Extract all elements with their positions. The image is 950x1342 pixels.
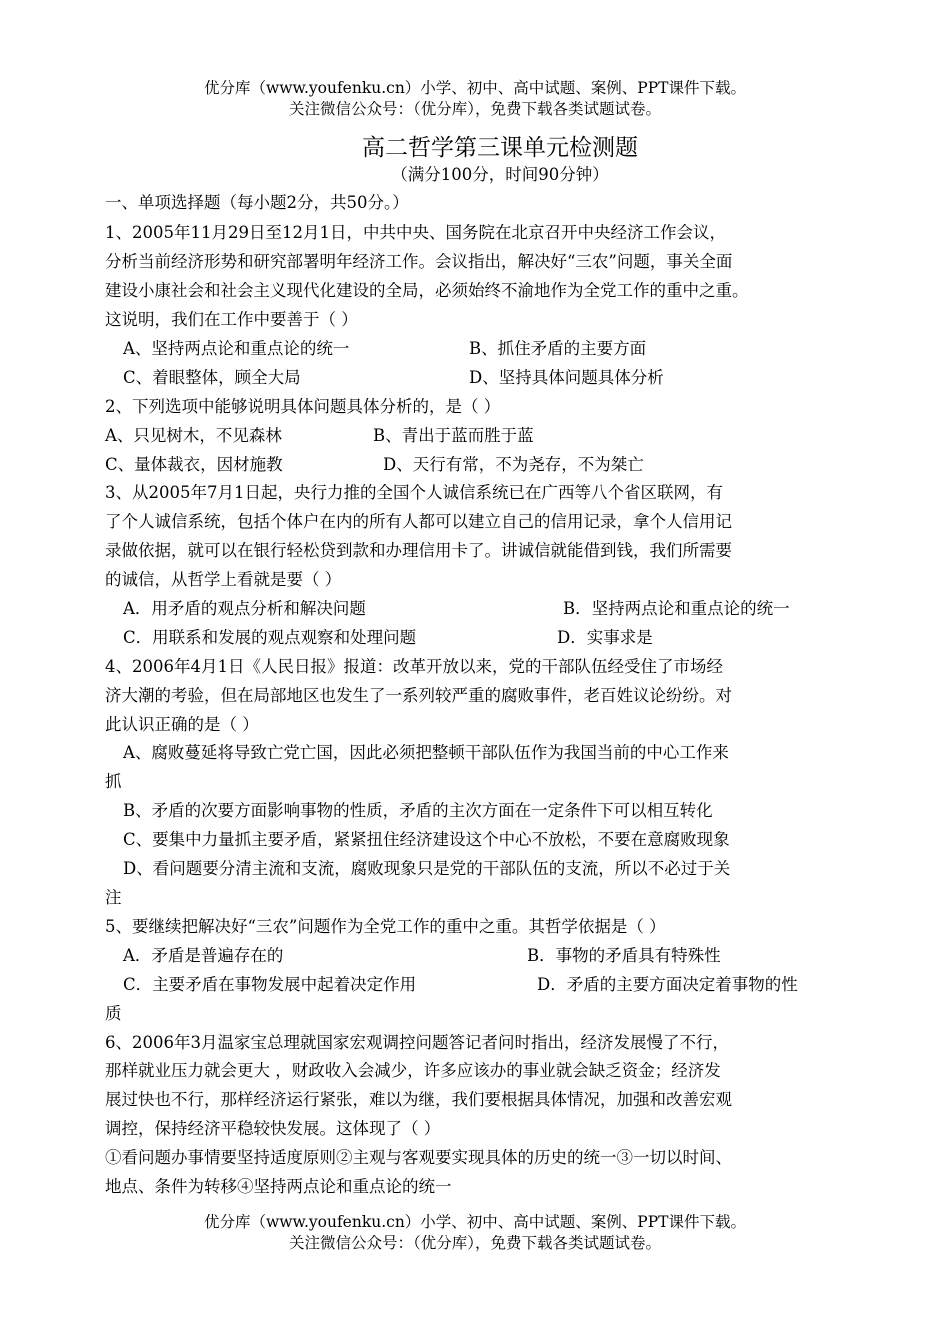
q3-option-c: C．用联系和发展的观点观察和处理问题 [123,628,417,647]
q2-option-b: B、青出于蓝而胜于蓝 [373,426,534,445]
footer-line-2: 关注微信公众号：（优分库），免费下载各类试题试卷。 [288,1234,661,1252]
q6-statements-2: 地点、条件为转移④坚持两点论和重点论的统一 [105,1177,452,1196]
q6-line-2: 那样就业压力就会更大 ，财政收入会减少，许多应该办的事业就会缺乏资金；经济发 [105,1061,721,1080]
q3-line-2: 了个人诚信系统，包括个体户在内的所有人都可以建立自己的信用记录，拿个人信用记 [105,512,732,531]
q5-option-b: B．事物的矛盾具有特殊性 [527,946,721,965]
q2-option-c: C、量体裁衣，因材施教 [105,455,283,474]
q4-line-3: 此认识正确的是（ ） [105,715,259,734]
q4-option-c: C、要集中力量抓主要矛盾，紧紧扭住经济建设这个中心不放松，不要在意腐败现象 [123,830,730,849]
q1-line-4: 这说明，我们在工作中要善于（ ） [105,310,358,329]
q4-option-b: B、矛盾的次要方面影响事物的性质，矛盾的主次方面在一定条件下可以相互转化 [123,801,713,820]
q1-option-a: A、坚持两点论和重点论的统一 [123,339,350,358]
q4-line-1: 4、2006年4月1日《人民日报》报道：改革开放以来，党的干部队伍经受住了市场经 [105,657,723,676]
q5-option-d: D．矛盾的主要方面决定着事物的性 [537,975,798,994]
page-subtitle: （满分100分，时间90分钟） [391,165,609,184]
q4-option-a: A、腐败蔓延将导致亡党亡国，因此必须把整顿干部队伍作为我国当前的中心工作来 [123,743,729,762]
q3-line-3: 录做依据，就可以在银行轻松贷到款和办理信用卡了。讲诚信就能借到钱，我们所需要 [105,541,732,560]
q3-line-4: 的诚信，从哲学上看就是要（ ） [105,570,342,589]
q2-option-d: D、天行有常，不为尧存，不为桀亡 [383,455,644,474]
q1-option-d: D、坚持具体问题具体分析 [469,368,664,387]
q6-line-4: 调控，保持经济平稳较快发展。这体现了（ ） [105,1119,441,1138]
q6-line-3: 展过快也不行，那样经济运行紧张，难以为继，我们要根据具体情况，加强和改善宏观 [105,1090,732,1109]
q4-option-d-cont: 注 [105,888,122,907]
header-line-2: 关注微信公众号：（优分库），免费下载各类试题试卷。 [288,100,661,118]
q6-statements-1: ①看问题办事情要坚持适度原则②主观与客观要实现具体的历史的统一③一切以时间、 [105,1148,732,1167]
q3-option-d: D．实事求是 [557,628,653,647]
q4-option-a-cont: 抓 [105,772,122,791]
q1-option-b: B、抓住矛盾的主要方面 [469,339,647,358]
q4-line-2: 济大潮的考验，但在局部地区也发生了一系列较严重的腐败事件，老百姓议论纷纷。对 [105,686,732,705]
q1-line-2: 分析当前经济形势和研究部署明年经济工作。会议指出，解决好“三农”问题，事关全面 [105,252,733,271]
q5-line-1: 5、要继续把解决好“三农”问题作为全党工作的重中之重。其哲学依据是（ ） [105,917,666,936]
q3-option-b: B．坚持两点论和重点论的统一 [563,599,790,618]
q4-option-d: D、看问题要分清主流和支流，腐败现象只是党的干部队伍的支流，所以不必过于关 [123,859,731,878]
q1-option-c: C、着眼整体，顾全大局 [123,368,301,387]
header-line-1: 优分库（www.youfenku.cn）小学、初中、高中试题、案例、PPT课件下载。 [203,79,747,97]
q1-line-1: 1、2005年11月29日至12月1日，中共中央、国务院在北京召开中央经济工作会议， [105,223,726,242]
section-heading: 一、单项选择题（每小题2分，共50分。） [105,193,409,212]
q2-line-1: 2、下列选项中能够说明具体问题具体分析的，是（ ） [105,397,501,416]
q6-line-1: 6、2006年3月温家宝总理就国家宏观调控问题答记者问时指出，经济发展慢了不行， [105,1033,729,1052]
q5-option-a: A．矛盾是普遍存在的 [123,946,284,965]
q1-line-3: 建设小康社会和社会主义现代化建设的全局，必须始终不渝地作为全党工作的重中之重。 [105,281,749,300]
q3-option-a: A．用矛盾的观点分析和解决问题 [123,599,366,618]
q3-line-1: 3、从2005年7月1日起，央行力推的全国个人诚信系统已在广西等八个省区联网，有 [105,483,723,502]
footer-line-1: 优分库（www.youfenku.cn）小学、初中、高中试题、案例、PPT课件下载。 [203,1213,747,1231]
page-title: 高二哲学第三课单元检测题 [362,135,638,161]
q5-option-c: C．主要矛盾在事物发展中起着决定作用 [123,975,417,994]
q5-option-d-cont: 质 [105,1004,122,1023]
q2-option-a: A、只见树木，不见森林 [105,426,282,445]
